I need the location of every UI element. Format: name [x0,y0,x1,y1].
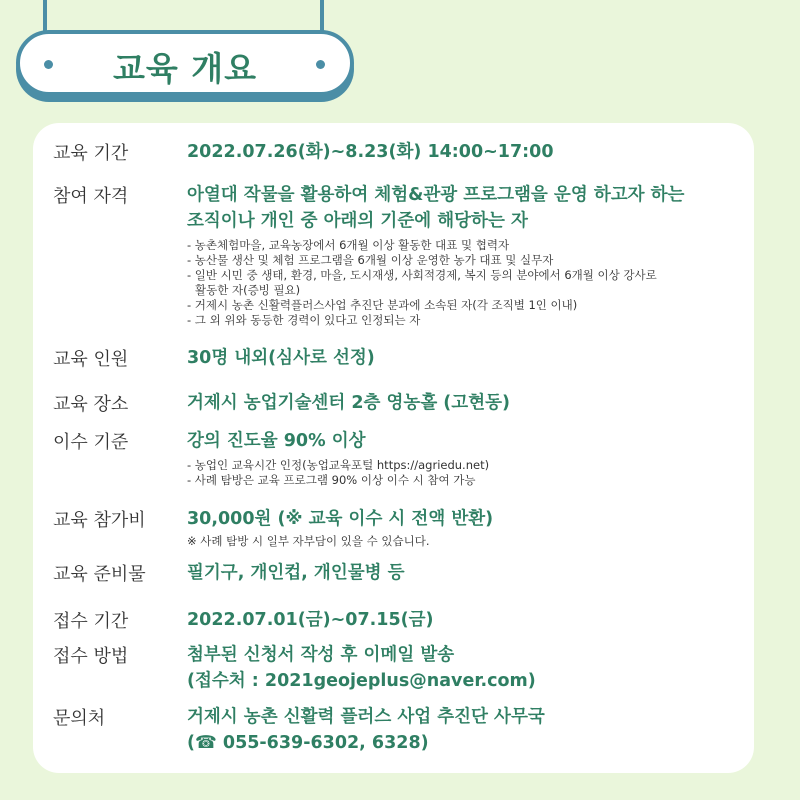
fee-label: 교육 참가비 [53,510,146,531]
info-card [33,123,754,773]
eligibility-note: - 농촌체험마을, 교육농장에서 6개월 이상 활동한 대표 및 협력자 [187,238,510,252]
eligibility-note: - 농산물 생산 및 체험 프로그램을 6개월 이상 운영한 농가 대표 및 실무자 [187,253,554,267]
completion-label: 이수 기준 [53,432,129,453]
contact-value [187,704,732,756]
capacity-label: 교육 인원 [53,349,129,370]
completion-note: - 사례 탐방은 교육 프로그램 90% 이상 이수 시 참여 가능 [187,473,476,487]
eligibility-value [187,182,732,234]
period-value: 2022.07.26(화)~8.23(화) 14:00~17:00 [187,142,554,162]
supplies-value: 필기구, 개인컵, 개인물병 등 [187,563,405,583]
contact-phone: (☎ 055-639-6302, 6328) [187,733,429,753]
eligibility-note: - 거제시 농촌 신활력플러스사업 추진단 분과에 소속된 자(각 조직별 1인 이내) [187,298,578,312]
eligibility-line-2: 조직이나 개인 중 아래의 기준에 해당하는 자 [187,211,528,231]
eligibility-note: - 일반 시민 중 생태, 환경, 마을, 도시재생, 사회적경제, 복지 등의 분야에서 6개월 이상 강사로 [187,268,657,282]
application-method-value [187,642,732,694]
application-email: (접수처 : 2021geojeplus@naver.com) [187,671,536,691]
period-label: 교육 기간 [53,143,129,164]
contact-label: 문의처 [53,708,106,729]
application-period-label: 접수 기간 [53,611,129,632]
eligibility-notes [187,238,747,328]
application-period-value: 2022.07.01(금)~07.15(금) [187,610,434,630]
fee-note: ※ 사례 탐방 시 일부 자부담이 있을 수 있습니다. [187,534,430,548]
completion-value: 강의 진도율 90% 이상 [187,431,366,451]
eligibility-note: 활동한 자(증빙 필요) [195,283,301,297]
capacity-value: 30명 내외(심사로 선정) [187,348,375,368]
title-banner [16,30,354,96]
eligibility-note: - 그 외 위와 동등한 경력이 있다고 인정되는 자 [187,313,421,327]
eligibility-line-1: 아열대 작물을 활용하여 체험&관광 프로그램을 운영 하고자 하는 [187,185,685,205]
venue-value: 거제시 농업기술센터 2층 영농홀 (고현동) [187,393,511,413]
page-title: 교육 개요 [112,49,257,88]
fee-value: 30,000원 (※ 교육 이수 시 전액 반환) [187,509,494,529]
application-method-line-1: 첨부된 신청서 작성 후 이메일 발송 [187,645,455,665]
completion-notes [187,458,747,488]
venue-label: 교육 장소 [53,394,129,415]
application-method-label: 접수 방법 [53,646,129,667]
supplies-label: 교육 준비물 [53,564,146,585]
completion-note: - 농업인 교육시간 인정(농업교육포털 https://agriedu.net) [187,458,490,472]
contact-line-1: 거제시 농촌 신활력 플러스 사업 추진단 사무국 [187,707,545,727]
eligibility-label: 참여 자격 [53,186,129,207]
